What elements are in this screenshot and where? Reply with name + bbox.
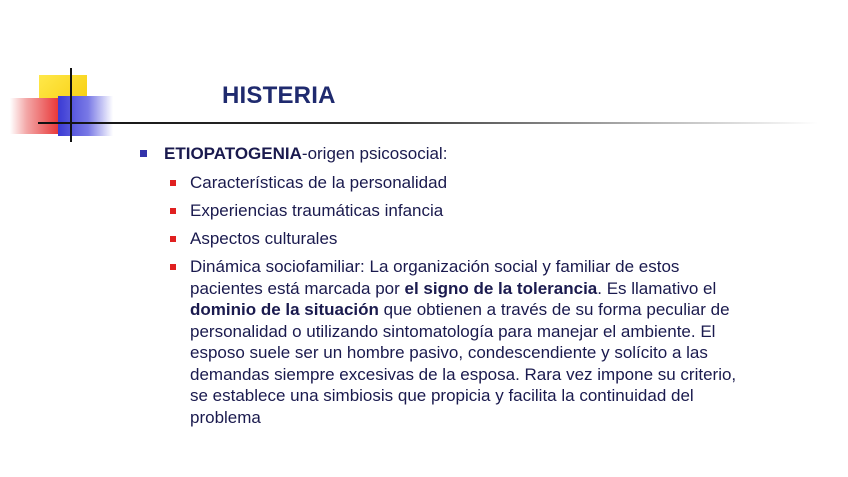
main-bullet-point bbox=[140, 143, 740, 165]
vertical-rule bbox=[70, 68, 72, 142]
square-bullet-icon bbox=[170, 236, 176, 242]
square-bullet-icon bbox=[170, 208, 176, 214]
square-bullet-icon bbox=[140, 150, 147, 157]
red-square-decoration bbox=[10, 98, 58, 134]
sub-bullet-list bbox=[140, 172, 740, 428]
list-item bbox=[140, 228, 740, 249]
list-item-text: Características de la personalidad bbox=[190, 173, 448, 192]
list-item-text: Aspectos culturales bbox=[190, 229, 338, 248]
long-text-part1: Dinámica sociofamiliar: La organización social y familiar de estos pacientes está marcada por bbox=[190, 257, 680, 298]
horizontal-rule bbox=[38, 122, 818, 124]
corner-decoration bbox=[0, 0, 848, 160]
blue-square-decoration bbox=[58, 96, 113, 136]
long-text-bold1: el signo de la tolerancia bbox=[404, 278, 598, 298]
square-bullet-icon bbox=[170, 264, 176, 270]
long-text-bold2: dominio de la situación bbox=[190, 300, 379, 319]
slide-content bbox=[140, 143, 740, 435]
main-point-label: ETIOPATOGENIA bbox=[164, 144, 302, 163]
list-item bbox=[140, 172, 740, 193]
long-text-part2: . Es llamativo el bbox=[597, 278, 717, 298]
list-item bbox=[140, 200, 740, 221]
square-bullet-icon bbox=[170, 180, 176, 186]
slide-title: HISTERIA bbox=[222, 82, 336, 109]
long-text-part3: que obtienen a través de su forma peculiar de personalidad o utilizando sintomatología para manejar el ambiente. El esposo suele ser un hombre pasivo, condescendiente y solícito a las demandas siempre excesivas de la esposa. Rara vez impone su criterio, se establece una simbiosis que propicia y facilita la continuidad del problema bbox=[190, 300, 737, 427]
list-item-text: Experiencias traumáticas infancia bbox=[190, 201, 444, 220]
main-point-text: -origen psicosocial: bbox=[301, 144, 448, 163]
list-item-long bbox=[140, 256, 740, 428]
